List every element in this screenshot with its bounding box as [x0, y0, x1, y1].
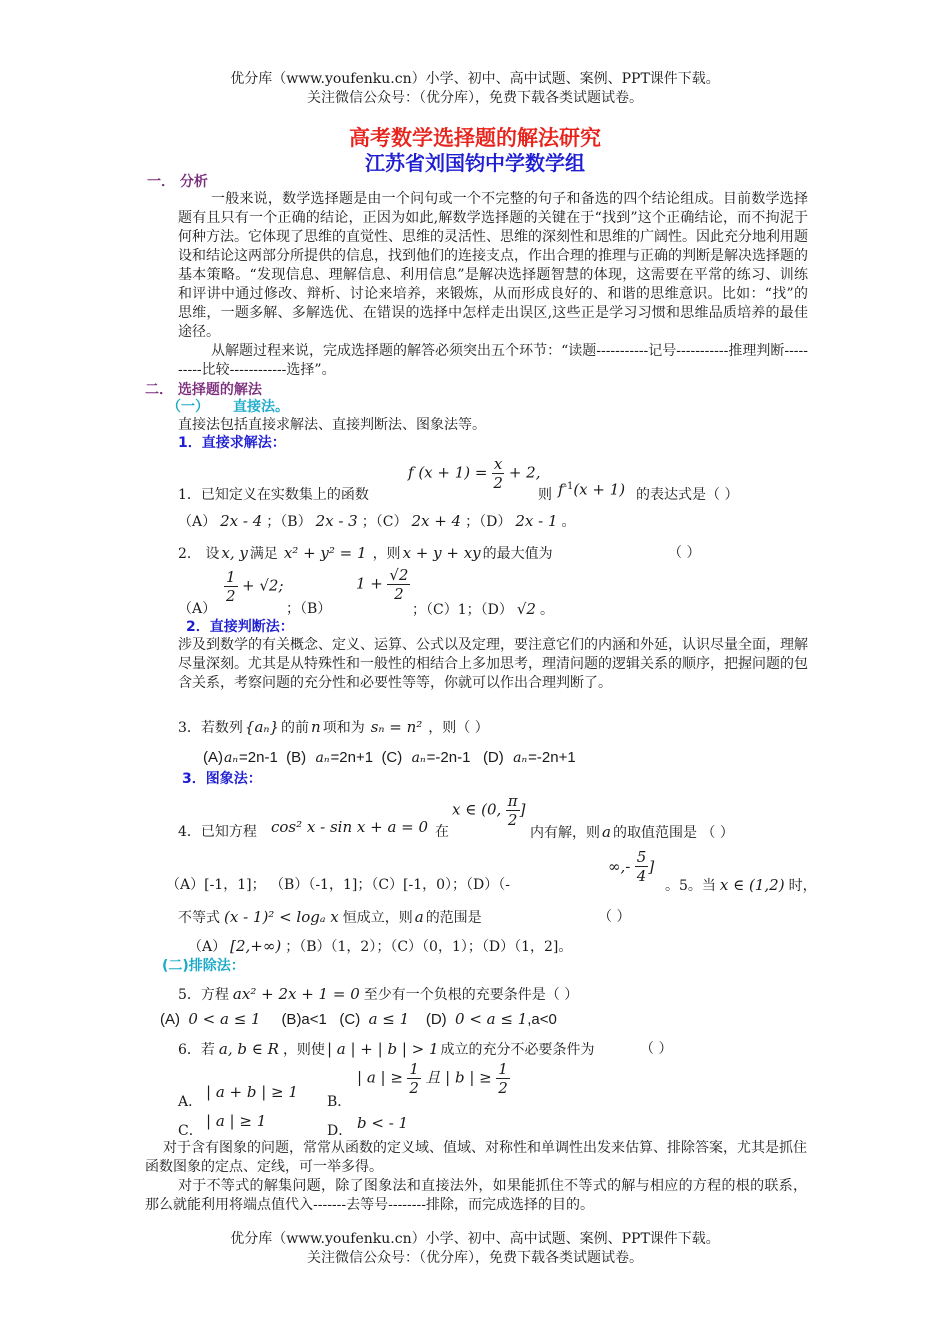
q1-option-c: 2x + 4 — [411, 512, 462, 530]
q7-paren: （ ） — [640, 1041, 673, 1057]
footer-line-1: 优分库（www.youfenku.cn）小学、初中、高中试题、案例、PPT课件下载。 — [230, 1231, 720, 1247]
q2-A-den: 2 — [226, 587, 236, 605]
page-subtitle: 江苏省刘国钧中学数学组 — [365, 151, 585, 175]
q4-D-num: 5 — [636, 848, 647, 866]
q4-interval-den: 2 — [507, 811, 518, 829]
part-2-title: (二)排除法： — [162, 958, 245, 974]
q3-C-var: aₙ — [411, 750, 426, 766]
q2-cond: x² + y² = 1 — [283, 544, 367, 562]
subsection-2-title: 2．直接判断法： — [186, 619, 294, 635]
q5-a: a — [414, 908, 424, 926]
q1-end: 。 — [561, 514, 576, 530]
q1-option-b: 2x - 3 — [315, 512, 358, 530]
q4-D-frac — [635, 848, 649, 885]
section-1-para-1: 一般来说，数学选择题是由一个问句或一个不完整的句子和备选的四个结论组成。目前数学选择题有且只有一个正确的结论，正因为如此,解数学选择题的关键在于“找到”这个正确结论，而不拘泥于何种方法。它体现了思维的直觉性、思维的灵活性、思维的深刻性和思维的广阔性。因此充分地利用题设和结论这两部分所提供的信息，找到他们的连接支点，作出合理的推理与正确的判断是解决选择题的基本策略。“发现信息、理解信息、利用信息”是解决选择题智慧的体现，这需要在平常的练习、训练和评讲中通过修改、辩析、讨论来培养，来锻炼，从而形成良好的、和谐的思维意识。比如：“找”的思维，一题多解、多解选优、在错误的选择中怎样走出误区,这些正是学习习惯和思维品质培养的最佳途径。 — [178, 191, 808, 340]
q7-option-c-text: | a | ≥ 1 — [206, 1112, 267, 1130]
q4-interval-num: π — [507, 792, 518, 810]
q2-rest-text: ；（C）1；（D） — [412, 602, 513, 618]
subsection-1-title: 1．直接求解法： — [178, 435, 286, 451]
q4-interval — [452, 792, 525, 829]
q5-paren: （ ） — [598, 909, 631, 925]
header-line-2: 关注微信公众号：（优分库），免费下载各类试题试卷。 — [307, 90, 643, 106]
q4-option-d-expr — [608, 848, 654, 885]
subsection-2-para: 涉及到数学的有关概念、定义、运算、公式以及定理，要注意它们的内涵和外延，认识尽量全面，理解尽量深刻。尤其是从特殊性和一般性的相结合上多加思考，理清问题的逻辑关系的顺序，把握问题的包含关系，考察问题的充分性和必要性等等，你就可以作出合理判断了。 — [178, 637, 808, 691]
part-1-number: （一） — [167, 399, 209, 415]
q4-stem-b: 在 — [435, 824, 449, 840]
q1-inverse — [558, 478, 625, 500]
q7-stem — [178, 1040, 595, 1059]
q1-f-right: + 2, — [508, 463, 541, 482]
q6-D-label: (D) — [425, 1011, 447, 1028]
q1-f-left: f (x + 1) = — [408, 463, 488, 482]
q2-A-tail: + √2; — [242, 576, 284, 595]
q7-B-label: B． — [327, 1094, 352, 1110]
q7-B-num-1: 1 — [409, 1060, 419, 1078]
section-1-heading: 一． 分析 — [147, 174, 208, 190]
q2-rest — [412, 600, 554, 619]
q7-B-a: | a | ≥ — [357, 1068, 403, 1087]
q5-stem-a: 不等式 — [178, 910, 220, 926]
q3-A-var: aₙ — [224, 750, 239, 766]
q6-A-label: (A) — [160, 1011, 180, 1028]
part-1-title: 直接法。 — [233, 399, 289, 415]
q7-option-d-text: b < - 1 — [357, 1114, 409, 1132]
q1-finv-arg: (x + 1) — [573, 480, 626, 499]
q2-B-frac — [387, 566, 410, 603]
q3-stem-c: 项和为 — [322, 720, 365, 736]
q5-stem-b: 恒成立，则 — [342, 910, 413, 926]
q7-B-den-2: 2 — [498, 1079, 508, 1097]
q4-equation: cos² x - sin x + a = 0 — [271, 818, 429, 836]
q3-D-var: aₙ — [513, 750, 528, 766]
q2-A-frac — [224, 568, 238, 605]
q7-B-frac-1 — [407, 1060, 421, 1097]
q3-A-label: (A) — [203, 749, 223, 766]
q1-frac-num: x — [493, 455, 503, 473]
q7-B-num-2: 1 — [498, 1060, 508, 1078]
q3-seq: {aₙ} — [244, 718, 280, 736]
q5-suffix: 时， — [788, 878, 817, 894]
q3-B-label: (B) — [286, 749, 307, 766]
q6-option-b: (B)a<1 — [281, 1011, 327, 1028]
q4-stem-c — [530, 823, 734, 842]
q1-stem-c: 的表达式是（ ） — [636, 487, 739, 503]
q1-A-label: （A） — [178, 514, 217, 530]
q1-option-d: 2x - 1 — [515, 512, 558, 530]
q2-stem-b: 满足 — [249, 546, 278, 562]
q7-stem-c: 成立的充分不必要条件为 — [440, 1042, 595, 1058]
q1-C-label: ；（C） — [361, 514, 408, 530]
section-1-para-2: 从解题过程来说，完成选择题的解答必须突出五个环节：“读题-----------记号-----------推理判断----------比较------------选择”。 — [178, 343, 808, 378]
q1-stem-b: 则 — [538, 487, 552, 503]
q1-fraction — [492, 455, 504, 492]
section-1-body — [178, 190, 808, 380]
q3-stem-a: 3．若数列 — [178, 720, 243, 736]
q5-prefix-line — [665, 876, 817, 895]
q7-option-b — [357, 1060, 510, 1097]
q5-A-label: （A） — [188, 939, 227, 955]
q5-option-a: [2,+∞) — [230, 937, 282, 955]
q2-A-num: 1 — [226, 568, 236, 586]
summary-block — [145, 1139, 807, 1215]
q7-option-d — [357, 1114, 408, 1133]
q7-option-a-text: | a + b | ≥ 1 — [206, 1083, 298, 1101]
q3-option-a: =2n-1 — [239, 749, 278, 766]
summary-para-2: 对于不等式的解集问题，除了图象法和直接法外，如果能抓住不等式的解与相应的方程的根的联系，那么就能利用将端点值代入-------去等号--------排除，而完成选择的目的。 — [145, 1178, 807, 1213]
q5-cond: x ∈ (1,2) — [719, 876, 785, 894]
q2-sep-1: ；（B） — [286, 601, 332, 617]
q2-B-num: √2 — [389, 566, 409, 584]
q4-eq — [271, 818, 428, 837]
q7-A-label: A． — [178, 1094, 203, 1110]
q1-options — [178, 512, 576, 531]
subsection-3-title: 3．图象法： — [182, 771, 262, 787]
q7-C-label: C． — [178, 1123, 203, 1139]
q7-stem-a: 6．若 — [178, 1042, 215, 1058]
q7-expr: | a | + | b | > 1 — [326, 1040, 439, 1058]
q4-D-end: ] — [648, 857, 655, 876]
q4-interval-frac — [506, 792, 520, 829]
q1-frac-den: 2 — [493, 474, 503, 492]
q7-option-c — [206, 1112, 266, 1131]
summary-para-1: 对于含有图象的问题，常常从函数的定义域、值域、对称性和单调性出发来估算、排除答案，尤其是抓住函数图象的定点、定线，可一举多得。 — [145, 1140, 807, 1175]
q4-interval-tail: ] — [519, 800, 526, 819]
q4-options-c-d: -1，0）；（D）（- — [408, 877, 511, 893]
part-1-intro: 直接法包括直接求解法、直接判断法、图象法等。 — [178, 417, 486, 433]
q3-D-label: (D) — [482, 749, 504, 766]
q6-C-label: (C) — [339, 1011, 361, 1028]
q3-stem-d: ，则（ ） — [428, 720, 489, 736]
q2-expr: x + y + xy — [402, 544, 481, 562]
q5-inequality: (x - 1)² < logₐ x — [224, 908, 339, 926]
q4-options-b-c: ]；（C）[ — [351, 877, 409, 893]
q2-A-label: （A） — [178, 601, 217, 617]
q4-interval-head: x ∈ (0, — [452, 800, 502, 819]
q2-B-head: 1 + — [356, 574, 383, 593]
page-title: 高考数学选择题的解法研究 — [349, 126, 601, 150]
q2-B-den: 2 — [394, 585, 404, 603]
q2-end: 。 — [539, 602, 554, 618]
q4-stem-a: 4．已知方程 — [178, 824, 257, 840]
q4-stem-d: 的取值范围是 （ ） — [612, 825, 734, 841]
q6-options — [160, 1010, 557, 1029]
q3-options — [203, 749, 576, 767]
q1-finv-sup: -1 — [563, 481, 574, 492]
q1-function-def — [408, 455, 541, 492]
q3-option-c: =-2n-1 — [426, 749, 471, 766]
q1-D-label: ；（D） — [465, 514, 512, 530]
q7-B-den-1: 2 — [409, 1079, 419, 1097]
q1-stem-a: 1．已知定义在实数集上的函数 — [178, 487, 369, 503]
q3-sn: sₙ = n² — [370, 718, 423, 736]
q4-options — [166, 876, 510, 894]
q5-stem — [178, 908, 482, 927]
q7-D-label: D． — [327, 1123, 353, 1139]
q2-option-b — [356, 566, 410, 603]
q3-stem — [178, 718, 489, 737]
q6-stem-a: 5．方程 — [178, 987, 229, 1003]
q2-paren: （ ） — [668, 545, 701, 561]
q4-stem-c-text: 内有解，则 — [530, 825, 600, 841]
q3-option-b: =2n+1 — [330, 749, 374, 766]
q7-option-a — [206, 1083, 298, 1102]
q5-options-rest: ；（B）（1，2）；（C）（0，1）；（D）（1，2 — [285, 939, 553, 955]
q5-prefix: 。5。当 — [665, 878, 716, 894]
q7-B-frac-2 — [496, 1060, 510, 1097]
q6-D-tail: ,a<0 — [527, 1011, 557, 1028]
q5-stem-c: 的范围是 — [425, 910, 482, 926]
q1-finv: f — [558, 480, 564, 499]
q4-D-top: ∞,- — [608, 857, 631, 876]
subsection-2-body — [178, 636, 808, 693]
q3-option-d: =-2n+1 — [528, 749, 576, 766]
q2-option-d: √2 — [516, 600, 536, 618]
q7-stem-b: ，则使 — [282, 1042, 325, 1058]
q3-B-var: aₙ — [315, 750, 330, 766]
q7-cond: a, b ∈ R — [218, 1040, 279, 1058]
section-2-heading: 二． 选择题的解法 — [145, 382, 262, 398]
footer-line-2: 关注微信公众号：（优分库），免费下载各类试题试卷。 — [307, 1250, 643, 1266]
q2-stem-c: ，则 — [372, 546, 401, 562]
q3-C-label: (C) — [381, 749, 403, 766]
q2-option-a — [224, 568, 284, 605]
q5-end: ]。 — [552, 939, 573, 955]
q6-equation: ax² + 2x + 1 = 0 — [232, 985, 360, 1003]
q3-n: n — [311, 718, 321, 736]
q4-a: a — [602, 823, 611, 841]
q6-option-a: 0 < a ≤ 1 — [188, 1010, 261, 1028]
q6-option-d: 0 < a ≤ 1 — [455, 1010, 528, 1028]
q1-B-label: ；（B） — [266, 514, 312, 530]
header-line-1: 优分库（www.youfenku.cn）小学、初中、高中试题、案例、PPT课件下载。 — [230, 71, 720, 87]
q6-stem-b: 至少有一个负根的充要条件是（ ） — [363, 987, 579, 1003]
q6-option-c: a ≤ 1 — [368, 1010, 410, 1028]
q2-stem-a: 2． 设 — [178, 546, 220, 562]
q2-stem — [178, 544, 553, 563]
q1-option-a: 2x - 4 — [220, 512, 263, 530]
q2-stem-d: 的最大值为 — [482, 546, 553, 562]
q6-stem — [178, 985, 578, 1004]
q7-B-mid: 且 | b | ≥ — [425, 1068, 492, 1087]
q4-D-den: 4 — [636, 867, 647, 885]
q2-vars: x, y — [221, 544, 248, 562]
q5-options — [188, 937, 572, 956]
q3-stem-b: 的前 — [281, 720, 310, 736]
q4-options-a-b: （A）[-1，1]； （B）（-1，1 — [166, 877, 352, 893]
